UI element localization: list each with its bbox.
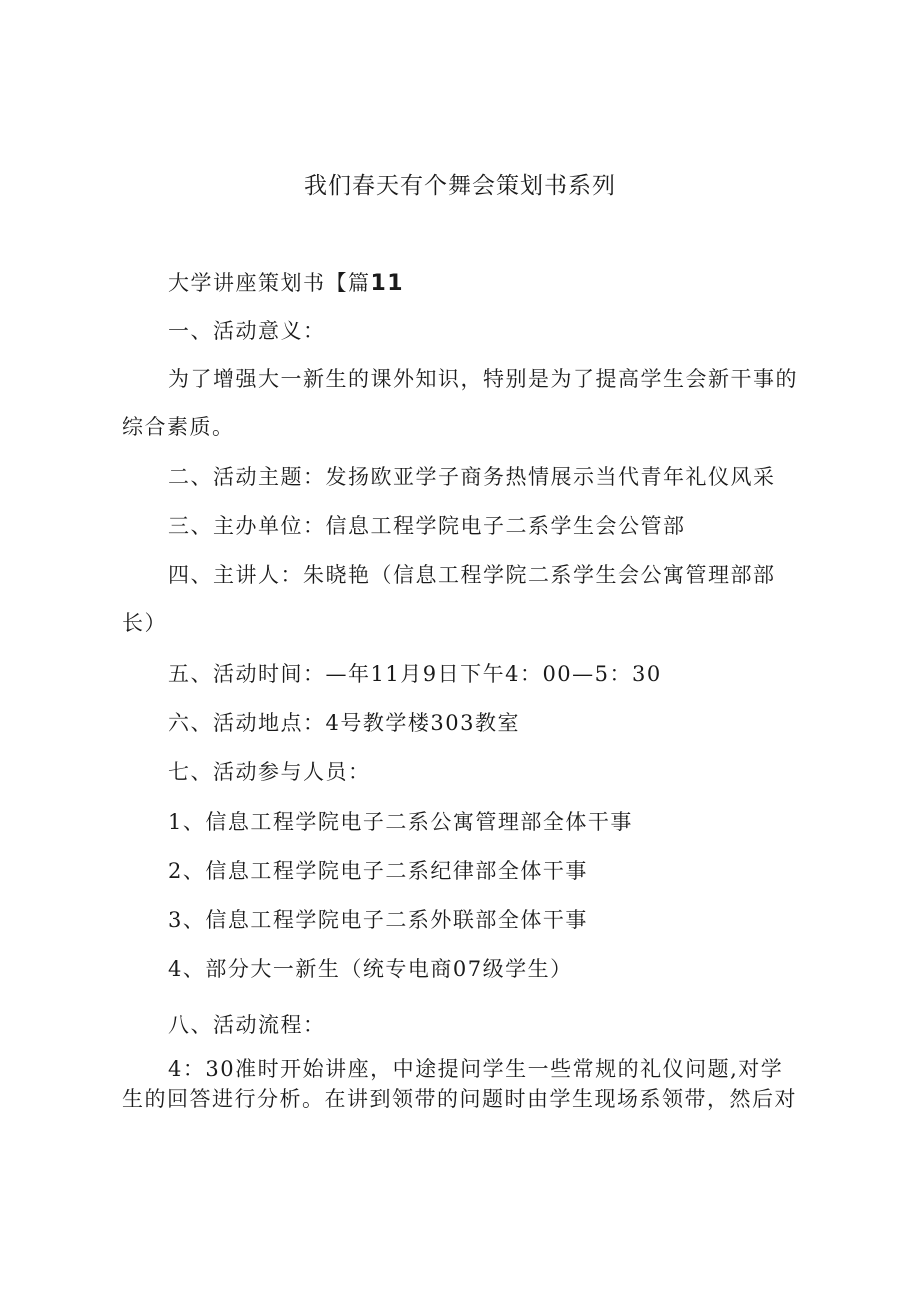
section-heading-text: 大学讲座策划书【篇 [168, 271, 371, 295]
document-title: 我们春天有个舞会策划书系列 [304, 173, 616, 199]
section-number: 11 [370, 271, 405, 296]
list-item: 2、信息工程学院电子二系纪律部全体干事 [168, 859, 588, 883]
paragraph-activity-time: 五、活动时间：—年11月9日下午4：00—5：30 [168, 662, 662, 686]
paragraph-process-heading: 八、活动流程： [168, 1013, 326, 1037]
list-item: 4、部分大一新生（统专电商07级学生） [168, 957, 573, 981]
list-item: 3、信息工程学院电子二系外联部全体干事 [168, 908, 588, 932]
paragraph-activity-meaning-heading: 一、活动意义： [168, 319, 326, 343]
paragraph-speaker: 四、主讲人：朱晓艳（信息工程学院二系学生会公寓管理部部长） [122, 563, 776, 635]
paragraph-process: 4：30准时开始讲座，中途提问学生一些常规的礼仪问题,对学生的回答进行分析。在讲到领带的问题时由学生现场系领带，然后对 [122, 1057, 797, 1111]
section-heading [122, 259, 848, 308]
paragraph-activity-meaning: 为了增强大一新生的课外知识，特别是为了提高学生会新干事的综合素质。 [122, 367, 798, 439]
paragraph-activity-theme: 二、活动主题：发扬欧亚学子商务热情展示当代青年礼仪风采 [168, 465, 776, 489]
paragraph-organizer: 三、主办单位：信息工程学院电子二系学生会公管部 [168, 514, 686, 538]
paragraph-activity-location: 六、活动地点：4号教学楼303教室 [168, 711, 520, 735]
list-item: 1、信息工程学院电子二系公寓管理部全体干事 [168, 810, 633, 834]
paragraph-participants-heading: 七、活动参与人员： [168, 760, 371, 784]
